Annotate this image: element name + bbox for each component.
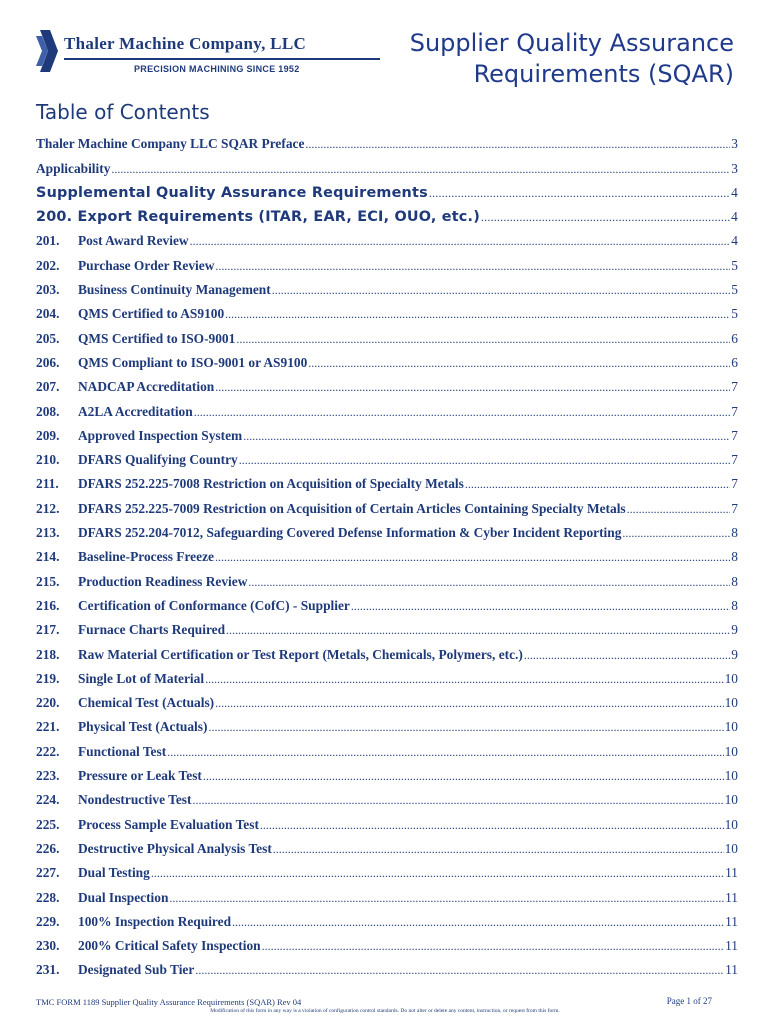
toc-entry-page: 8 bbox=[731, 597, 738, 613]
toc-entry-title[interactable]: QMS Certified to AS9100 bbox=[78, 306, 225, 322]
toc-entry[interactable] bbox=[36, 395, 738, 419]
toc-entry-page: 10 bbox=[724, 743, 738, 759]
toc-entry-number: 212. bbox=[36, 500, 60, 516]
toc-entry[interactable] bbox=[36, 492, 738, 516]
toc-dot-leader bbox=[262, 939, 724, 954]
toc-entry-number: 214. bbox=[36, 549, 60, 565]
toc-dot-leader bbox=[111, 162, 730, 177]
toc-entry-title[interactable]: Physical Test (Actuals) bbox=[78, 719, 208, 735]
toc-entry-title[interactable]: NADCAP Accreditation bbox=[78, 379, 215, 395]
toc-entry[interactable] bbox=[36, 371, 738, 395]
toc-entry-page: 11 bbox=[725, 938, 738, 954]
toc-entry-title[interactable]: Single Lot of Material bbox=[78, 670, 205, 686]
toc-dot-leader bbox=[524, 648, 730, 663]
footer-note: Modification of this form in any way is a violation of configuration control standards. Do not alter or delete any content, instruction, or request from this form. bbox=[210, 1008, 560, 1014]
toc-entry-title[interactable]: Pressure or Leak Test bbox=[78, 768, 202, 784]
toc-entry-page: 5 bbox=[731, 306, 738, 322]
toc-heading: Table of Contents bbox=[36, 100, 210, 124]
document-title-line-2: Requirements (SQAR) bbox=[473, 60, 734, 88]
toc-entry[interactable] bbox=[36, 930, 738, 954]
toc-entry-title[interactable]: Raw Material Certification or Test Report (Metals, Chemicals, Polymers, etc.) bbox=[78, 646, 523, 662]
toc-entry[interactable] bbox=[36, 152, 738, 176]
toc-entry-title[interactable]: DFARS 252.225-7008 Restriction on Acquisition of Specialty Metals bbox=[78, 476, 464, 492]
toc-entry[interactable] bbox=[36, 638, 738, 662]
toc-dot-leader bbox=[169, 891, 724, 906]
toc-entry-title[interactable]: Chemical Test (Actuals) bbox=[78, 695, 215, 711]
toc-entry-number: 205. bbox=[36, 330, 60, 346]
toc-dot-leader bbox=[215, 696, 723, 711]
toc-entry-page: 11 bbox=[725, 865, 738, 881]
toc-entry-page: 5 bbox=[731, 257, 738, 273]
toc-entry-title[interactable]: DFARS 252.204-7012, Safeguarding Covered Defense Information & Cyber Incident Reporting bbox=[78, 525, 622, 541]
toc-entry-number: 202. bbox=[36, 257, 60, 273]
toc-entry-page: 3 bbox=[731, 136, 738, 152]
toc-entry-page: 8 bbox=[731, 549, 738, 565]
toc-dot-leader bbox=[429, 186, 730, 201]
toc-entry-page: 10 bbox=[724, 792, 738, 808]
toc-entry-page: 7 bbox=[731, 427, 738, 443]
toc-entry-number: 231. bbox=[36, 962, 60, 978]
toc-entry-title[interactable]: Dual Inspection bbox=[78, 889, 169, 905]
toc-entry-page: 7 bbox=[731, 403, 738, 419]
toc-entry-page: 6 bbox=[731, 330, 738, 346]
toc-dot-leader bbox=[308, 356, 730, 371]
toc-entry-number: 215. bbox=[36, 573, 60, 589]
toc-entry[interactable] bbox=[36, 760, 738, 784]
toc-entry-page: 10 bbox=[724, 840, 738, 856]
toc-entry-title[interactable]: Thaler Machine Company LLC SQAR Preface bbox=[36, 136, 305, 152]
toc-entry[interactable] bbox=[36, 201, 738, 225]
toc-entry-page: 7 bbox=[731, 476, 738, 492]
toc-entry-page: 4 bbox=[731, 184, 738, 200]
toc-entry-page: 11 bbox=[725, 962, 738, 978]
toc-entry-page: 5 bbox=[731, 282, 738, 298]
toc-entry-title[interactable]: A2LA Accreditation bbox=[78, 403, 193, 419]
toc-dot-leader bbox=[195, 963, 724, 978]
toc-entry-number: 217. bbox=[36, 622, 60, 638]
toc-entry-title[interactable]: Baseline-Process Freeze bbox=[78, 549, 214, 565]
toc-entry[interactable] bbox=[36, 808, 738, 832]
toc-entry-number: 216. bbox=[36, 597, 60, 613]
toc-entry-number: 208. bbox=[36, 403, 60, 419]
toc-entry-number: 201. bbox=[36, 233, 60, 249]
toc-entry-title[interactable]: Supplemental Quality Assurance Requirements bbox=[36, 184, 428, 201]
toc-dot-leader bbox=[215, 259, 730, 274]
toc-entry-number: 228. bbox=[36, 889, 60, 905]
toc-entry-title[interactable]: 200. Export Requirements (ITAR, EAR, ECI, OUO, etc.) bbox=[36, 209, 480, 226]
toc-dot-leader bbox=[203, 769, 724, 784]
footer-page-number: Page 1 of 27 bbox=[666, 996, 712, 1006]
toc-dot-leader bbox=[272, 283, 731, 298]
toc-entry[interactable] bbox=[36, 347, 738, 371]
toc-entry[interactable] bbox=[36, 857, 738, 881]
document-title-line-1: Supplier Quality Assurance bbox=[409, 29, 734, 57]
toc-entry-page: 4 bbox=[731, 209, 738, 225]
toc-dot-leader bbox=[481, 210, 730, 225]
toc-entry[interactable] bbox=[36, 420, 738, 444]
toc-dot-leader bbox=[215, 550, 730, 565]
footer-form-id: TMC FORM 1189 Supplier Quality Assurance Requirements (SQAR) Rev 04 bbox=[36, 997, 302, 1007]
toc-entry-number: 213. bbox=[36, 525, 60, 541]
toc-entry[interactable] bbox=[36, 517, 738, 541]
toc-entry-number: 226. bbox=[36, 840, 60, 856]
toc-entry-title[interactable]: Purchase Order Review bbox=[78, 257, 215, 273]
toc-entry[interactable] bbox=[36, 735, 738, 759]
toc-entry-title[interactable]: Designated Sub Tier bbox=[78, 962, 195, 978]
toc-dot-leader bbox=[205, 672, 724, 687]
toc-entry-title[interactable]: DFARS Qualifying Country bbox=[78, 452, 238, 468]
toc-entry-number: 220. bbox=[36, 695, 60, 711]
toc-entry-title[interactable]: 100% Inspection Required bbox=[78, 913, 232, 929]
toc-entry-title[interactable]: Nondestructive Test bbox=[78, 792, 192, 808]
toc-entry[interactable] bbox=[36, 687, 738, 711]
toc-entry-number: 219. bbox=[36, 670, 60, 686]
toc-dot-leader bbox=[248, 575, 730, 590]
toc-entry-title[interactable]: QMS Certified to ISO-9001 bbox=[78, 330, 236, 346]
toc-entry-page: 7 bbox=[731, 379, 738, 395]
toc-entry-page: 4 bbox=[731, 233, 738, 249]
toc-entry-page: 10 bbox=[724, 670, 738, 686]
toc-entry-page: 3 bbox=[731, 160, 738, 176]
company-logo bbox=[36, 28, 386, 78]
toc-entry-number: 206. bbox=[36, 354, 60, 370]
toc-entry-title[interactable]: QMS Compliant to ISO-9001 or AS9100 bbox=[78, 354, 308, 370]
toc-dot-leader bbox=[260, 818, 724, 833]
logo-rule bbox=[64, 58, 380, 60]
toc-entry-number: 203. bbox=[36, 282, 60, 298]
toc-dot-leader bbox=[167, 745, 723, 760]
toc-dot-leader bbox=[236, 332, 730, 347]
toc-entry-page: 11 bbox=[725, 889, 738, 905]
toc-entry[interactable] bbox=[36, 784, 738, 808]
toc-entry-page: 10 bbox=[724, 719, 738, 735]
toc-dot-leader bbox=[226, 623, 730, 638]
toc-dot-leader bbox=[273, 842, 724, 857]
toc-entry-page: 9 bbox=[731, 622, 738, 638]
table-of-contents bbox=[36, 128, 738, 978]
toc-entry-page: 11 bbox=[725, 913, 738, 929]
toc-entry-number: 218. bbox=[36, 646, 60, 662]
toc-entry[interactable] bbox=[36, 614, 738, 638]
toc-entry-page: 8 bbox=[731, 525, 738, 541]
toc-dot-leader bbox=[192, 793, 723, 808]
toc-entry-number: 227. bbox=[36, 865, 60, 881]
toc-entry-page: 8 bbox=[731, 573, 738, 589]
toc-entry[interactable] bbox=[36, 711, 738, 735]
toc-dot-leader bbox=[225, 307, 730, 322]
toc-dot-leader bbox=[305, 137, 730, 152]
toc-entry-title[interactable]: Dual Testing bbox=[78, 865, 150, 881]
toc-entry-number: 223. bbox=[36, 768, 60, 784]
toc-entry-number: 224. bbox=[36, 792, 60, 808]
toc-entry[interactable] bbox=[36, 833, 738, 857]
toc-dot-leader bbox=[208, 720, 723, 735]
toc-entry-title[interactable]: Post Award Review bbox=[78, 233, 189, 249]
toc-entry[interactable] bbox=[36, 177, 738, 201]
toc-dot-leader bbox=[215, 380, 730, 395]
toc-entry-number: 230. bbox=[36, 938, 60, 954]
toc-entry[interactable] bbox=[36, 590, 738, 614]
toc-entry-number: 229. bbox=[36, 913, 60, 929]
toc-entry-title[interactable]: Destructive Physical Analysis Test bbox=[78, 840, 272, 856]
toc-dot-leader bbox=[190, 234, 731, 249]
toc-entry-title[interactable]: Approved Inspection System bbox=[78, 427, 243, 443]
toc-entry-page: 7 bbox=[731, 452, 738, 468]
toc-entry-title[interactable]: Functional Test bbox=[78, 743, 167, 759]
toc-entry-number: 221. bbox=[36, 719, 60, 735]
toc-entry[interactable] bbox=[36, 541, 738, 565]
toc-entry-page: 10 bbox=[724, 695, 738, 711]
toc-entry-title[interactable]: DFARS 252.225-7009 Restriction on Acquisition of Certain Articles Containing Specialty Metals bbox=[78, 500, 626, 516]
toc-entry[interactable] bbox=[36, 322, 738, 346]
toc-entry-title[interactable]: Process Sample Evaluation Test bbox=[78, 816, 259, 832]
toc-entry[interactable] bbox=[36, 881, 738, 905]
toc-dot-leader bbox=[622, 526, 730, 541]
toc-entry[interactable] bbox=[36, 468, 738, 492]
toc-dot-leader bbox=[239, 453, 731, 468]
toc-dot-leader bbox=[351, 599, 730, 614]
toc-dot-leader bbox=[243, 429, 730, 444]
toc-entry-number: 211. bbox=[36, 476, 59, 492]
toc-entry[interactable] bbox=[36, 565, 738, 589]
toc-dot-leader bbox=[151, 866, 724, 881]
logo-emblem-icon bbox=[36, 28, 62, 74]
toc-dot-leader bbox=[232, 915, 724, 930]
toc-entry-number: 209. bbox=[36, 427, 60, 443]
toc-entry-page: 7 bbox=[731, 500, 738, 516]
toc-entry-title[interactable]: Furnace Charts Required bbox=[78, 622, 226, 638]
toc-entry[interactable] bbox=[36, 225, 738, 249]
toc-entry-page: 10 bbox=[724, 768, 738, 784]
toc-entry[interactable] bbox=[36, 274, 738, 298]
toc-entry[interactable] bbox=[36, 663, 738, 687]
toc-entry-page: 10 bbox=[724, 816, 738, 832]
toc-entry-number: 207. bbox=[36, 379, 60, 395]
toc-entry-title[interactable]: Applicability bbox=[36, 160, 111, 176]
toc-entry-title[interactable]: Business Continuity Management bbox=[78, 282, 271, 298]
toc-entry-title[interactable]: Production Readiness Review bbox=[78, 573, 248, 589]
toc-entry[interactable] bbox=[36, 128, 738, 152]
toc-entry-page: 9 bbox=[731, 646, 738, 662]
toc-entry[interactable] bbox=[36, 444, 738, 468]
document-title bbox=[374, 28, 734, 90]
toc-entry-number: 210. bbox=[36, 452, 60, 468]
toc-entry[interactable] bbox=[36, 954, 738, 978]
toc-entry-number: 204. bbox=[36, 306, 60, 322]
toc-dot-leader bbox=[465, 477, 730, 492]
company-name: Thaler Machine Company, LLC bbox=[64, 34, 307, 53]
toc-entry[interactable] bbox=[36, 906, 738, 930]
toc-entry[interactable] bbox=[36, 249, 738, 273]
toc-entry-page: 6 bbox=[731, 354, 738, 370]
toc-entry-title[interactable]: 200% Critical Safety Inspection bbox=[78, 938, 261, 954]
toc-entry[interactable] bbox=[36, 298, 738, 322]
toc-entry-number: 222. bbox=[36, 743, 60, 759]
toc-dot-leader bbox=[627, 502, 731, 517]
toc-entry-number: 225. bbox=[36, 816, 60, 832]
toc-dot-leader bbox=[194, 405, 731, 420]
company-tagline: PRECISION MACHINING SINCE 1952 bbox=[134, 64, 300, 74]
toc-entry-title[interactable]: Certification of Conformance (CofC) - Supplier bbox=[78, 597, 350, 613]
